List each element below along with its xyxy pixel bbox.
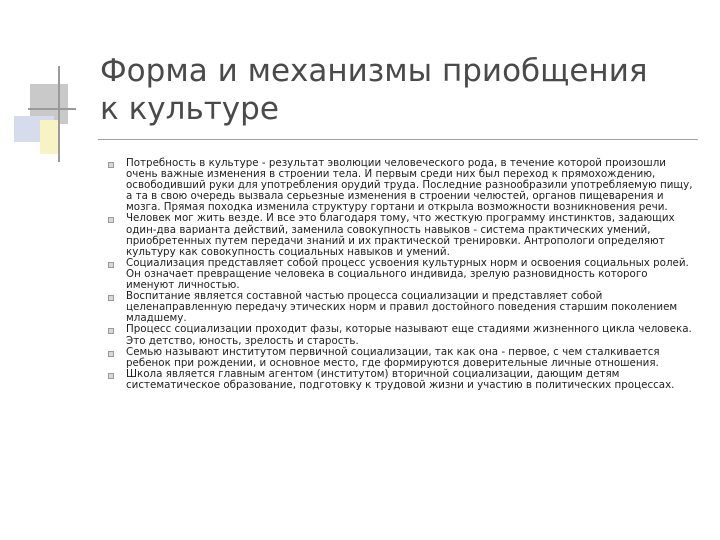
square-bullet-icon xyxy=(108,328,114,334)
list-item xyxy=(106,158,694,213)
list-item xyxy=(106,324,694,346)
title-divider xyxy=(98,139,698,140)
list-item-text: Процесс социализации проходит фазы, которые называют еще стадиями жизненного цикла человека. Это детство, юность, зрелость и старость. xyxy=(126,323,692,347)
square-bullet-icon xyxy=(108,262,114,268)
square-bullet-icon xyxy=(108,217,114,223)
square-bullet-icon xyxy=(108,373,114,379)
decorative-yellow-square xyxy=(40,120,58,154)
list-item-text: Социализация представляет собой процесс усвоения культурных норм и освоения социальных ролей. Он означает превращение человека в социального индивида, зрелую разновидность которого именуют личностью. xyxy=(126,256,689,292)
list-item-text: Потребность в культуре - результат эволюции человеческого рода, в течение которой произошли очень важные изменения в строении тела. И первым среди них был переход к прямохождению, освободивший руки для употребления орудий труда. Последние разнообразили употребляемую пищу, а та в свою очередь вызвала серьезные изменения в строении челюстей, органов пищеварения и мозга. Прямая походка изменила структуру гортани и открыла возможности возникновения речи. xyxy=(126,157,693,214)
list-item-text: Человек мог жить везде. И все это благодаря тому, что жесткую программу инстинктов, задающих один-два варианта действий, заменила совокупность навыков - система практических умений, приобретенных путем передачи знаний и их практической тренировки. Антропологи определяют культуру как совокупность социальных навыков и умений. xyxy=(126,212,675,258)
slide-title: Форма и механизмы приобщения к культуре xyxy=(100,53,648,127)
list-item xyxy=(106,347,694,369)
bullet-list xyxy=(106,158,694,391)
list-item xyxy=(106,213,694,257)
square-bullet-icon xyxy=(108,351,114,357)
square-bullet-icon xyxy=(108,162,114,168)
list-item xyxy=(106,258,694,291)
decorative-vertical-line xyxy=(58,66,60,162)
decorative-horizontal-line xyxy=(28,108,76,110)
list-item xyxy=(106,291,694,324)
list-item-text: Воспитание является составной частью процесса социализации и представляет собой целенаправленную передачу этических норм и правил достойного поведения старшим поколением младшему. xyxy=(126,290,678,325)
list-item-text: Школа является главным агентом (институтом) вторичной социализации, дающим детям систематическое образование, подготовку к трудовой жизни и участию в политических процессах. xyxy=(126,367,675,391)
list-item xyxy=(106,369,694,391)
list-item-text: Семью называют институтом первичной социализации, так как она - первое, с чем сталкивается ребенок при рождении, и основное место, где формируются доверительные личные отношения. xyxy=(126,345,660,369)
square-bullet-icon xyxy=(108,295,114,301)
